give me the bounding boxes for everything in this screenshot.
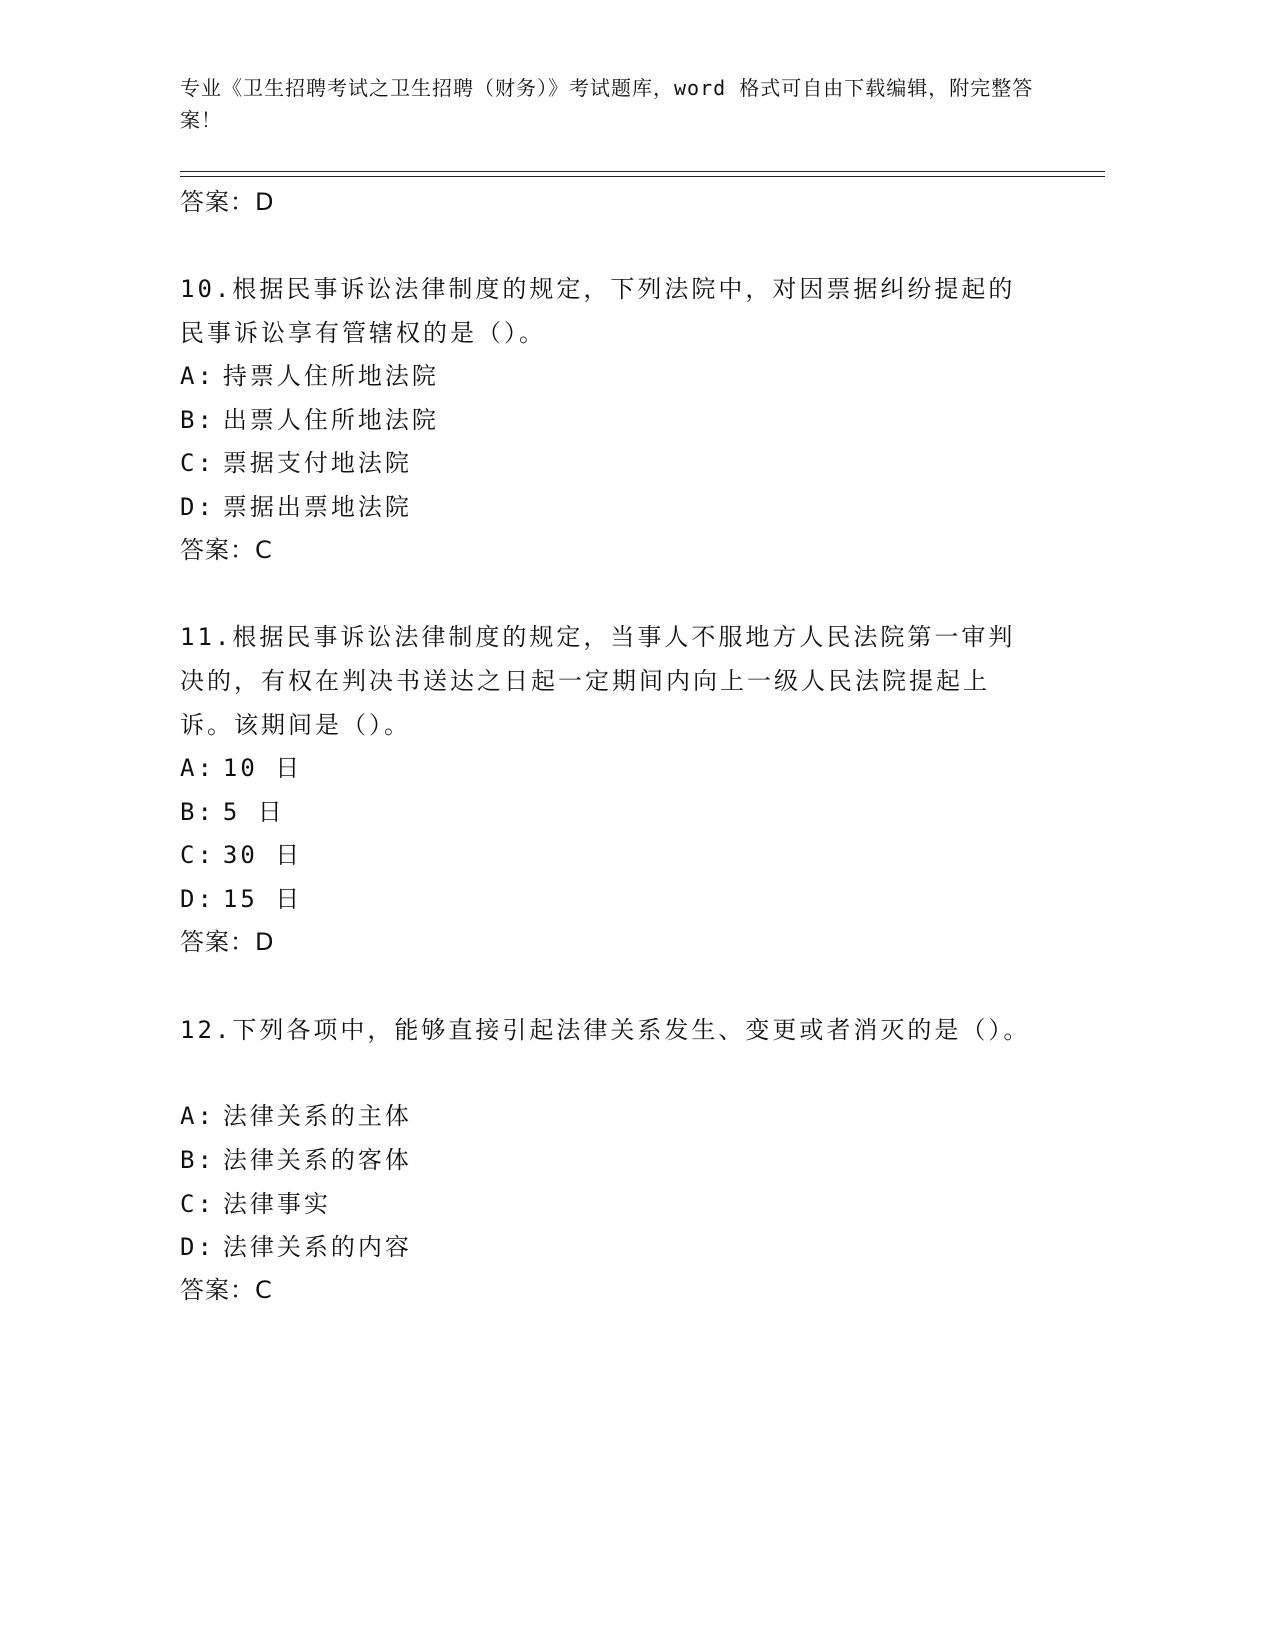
previous-answer: 答案：D [180, 188, 275, 216]
option-text: 票据支付地法院 [222, 449, 412, 477]
question-11-answer: 答案：D [180, 928, 275, 956]
question-10-option-a [180, 360, 439, 392]
question-12-option-a [180, 1100, 412, 1132]
option-key: C: [180, 449, 215, 477]
question-12-answer: 答案：C [180, 1276, 273, 1304]
question-11-option-a [180, 752, 302, 784]
option-text: 出票人住所地法院 [222, 406, 439, 434]
option-key: D: [180, 493, 215, 521]
question-11-stem: 11.根据民事诉讼法律制度的规定，当事人不服地方人民法院第一审判决的，有权在判决书送达之日起一定期间内向上一级人民法院提起上诉。该期间是（）。 [180, 623, 1016, 739]
option-text: 30 日 [222, 841, 303, 869]
document-header: 专业《卫生招聘考试之卫生招聘（财务）》考试题库，word 格式可自由下载编辑，附完整答案！ [180, 76, 1034, 132]
question-10-stem: 10.根据民事诉讼法律制度的规定，下列法院中，对因票据纠纷提起的民事诉讼享有管辖权的是（）。 [180, 275, 1016, 347]
header-divider-top [180, 171, 1105, 172]
question-12-option-b [180, 1144, 412, 1176]
option-key: B: [180, 406, 215, 434]
option-text: 10 日 [222, 754, 303, 782]
question-12-option-d [180, 1231, 412, 1263]
question-10-option-c [180, 447, 412, 479]
question-12-option-c [180, 1188, 331, 1220]
option-text: 法律关系的主体 [222, 1102, 412, 1130]
question-12-stem: 12.下列各项中，能够直接引起法律关系发生、变更或者消灭的是（）。 [180, 1016, 1031, 1044]
option-key: C: [180, 841, 215, 869]
option-text: 法律关系的内容 [222, 1233, 412, 1261]
option-text: 法律关系的客体 [222, 1146, 412, 1174]
header-divider-bottom [180, 176, 1105, 177]
option-key: A: [180, 754, 215, 782]
question-10-option-b [180, 404, 439, 436]
option-text: 15 日 [222, 885, 303, 913]
option-key: B: [180, 798, 215, 826]
question-11-option-c [180, 839, 302, 871]
option-key: C: [180, 1190, 215, 1218]
option-key: D: [180, 1233, 215, 1261]
option-text: 5 日 [222, 798, 285, 826]
question-10-answer: 答案：C [180, 536, 273, 564]
option-key: A: [180, 362, 215, 390]
question-10-option-d [180, 491, 412, 523]
question-11-option-d [180, 883, 302, 915]
option-key: B: [180, 1146, 215, 1174]
option-text: 持票人住所地法院 [222, 362, 439, 390]
option-key: A: [180, 1102, 215, 1130]
option-text: 法律事实 [222, 1190, 331, 1218]
question-11-option-b [180, 796, 285, 828]
option-text: 票据出票地法院 [222, 493, 412, 521]
option-key: D: [180, 885, 215, 913]
